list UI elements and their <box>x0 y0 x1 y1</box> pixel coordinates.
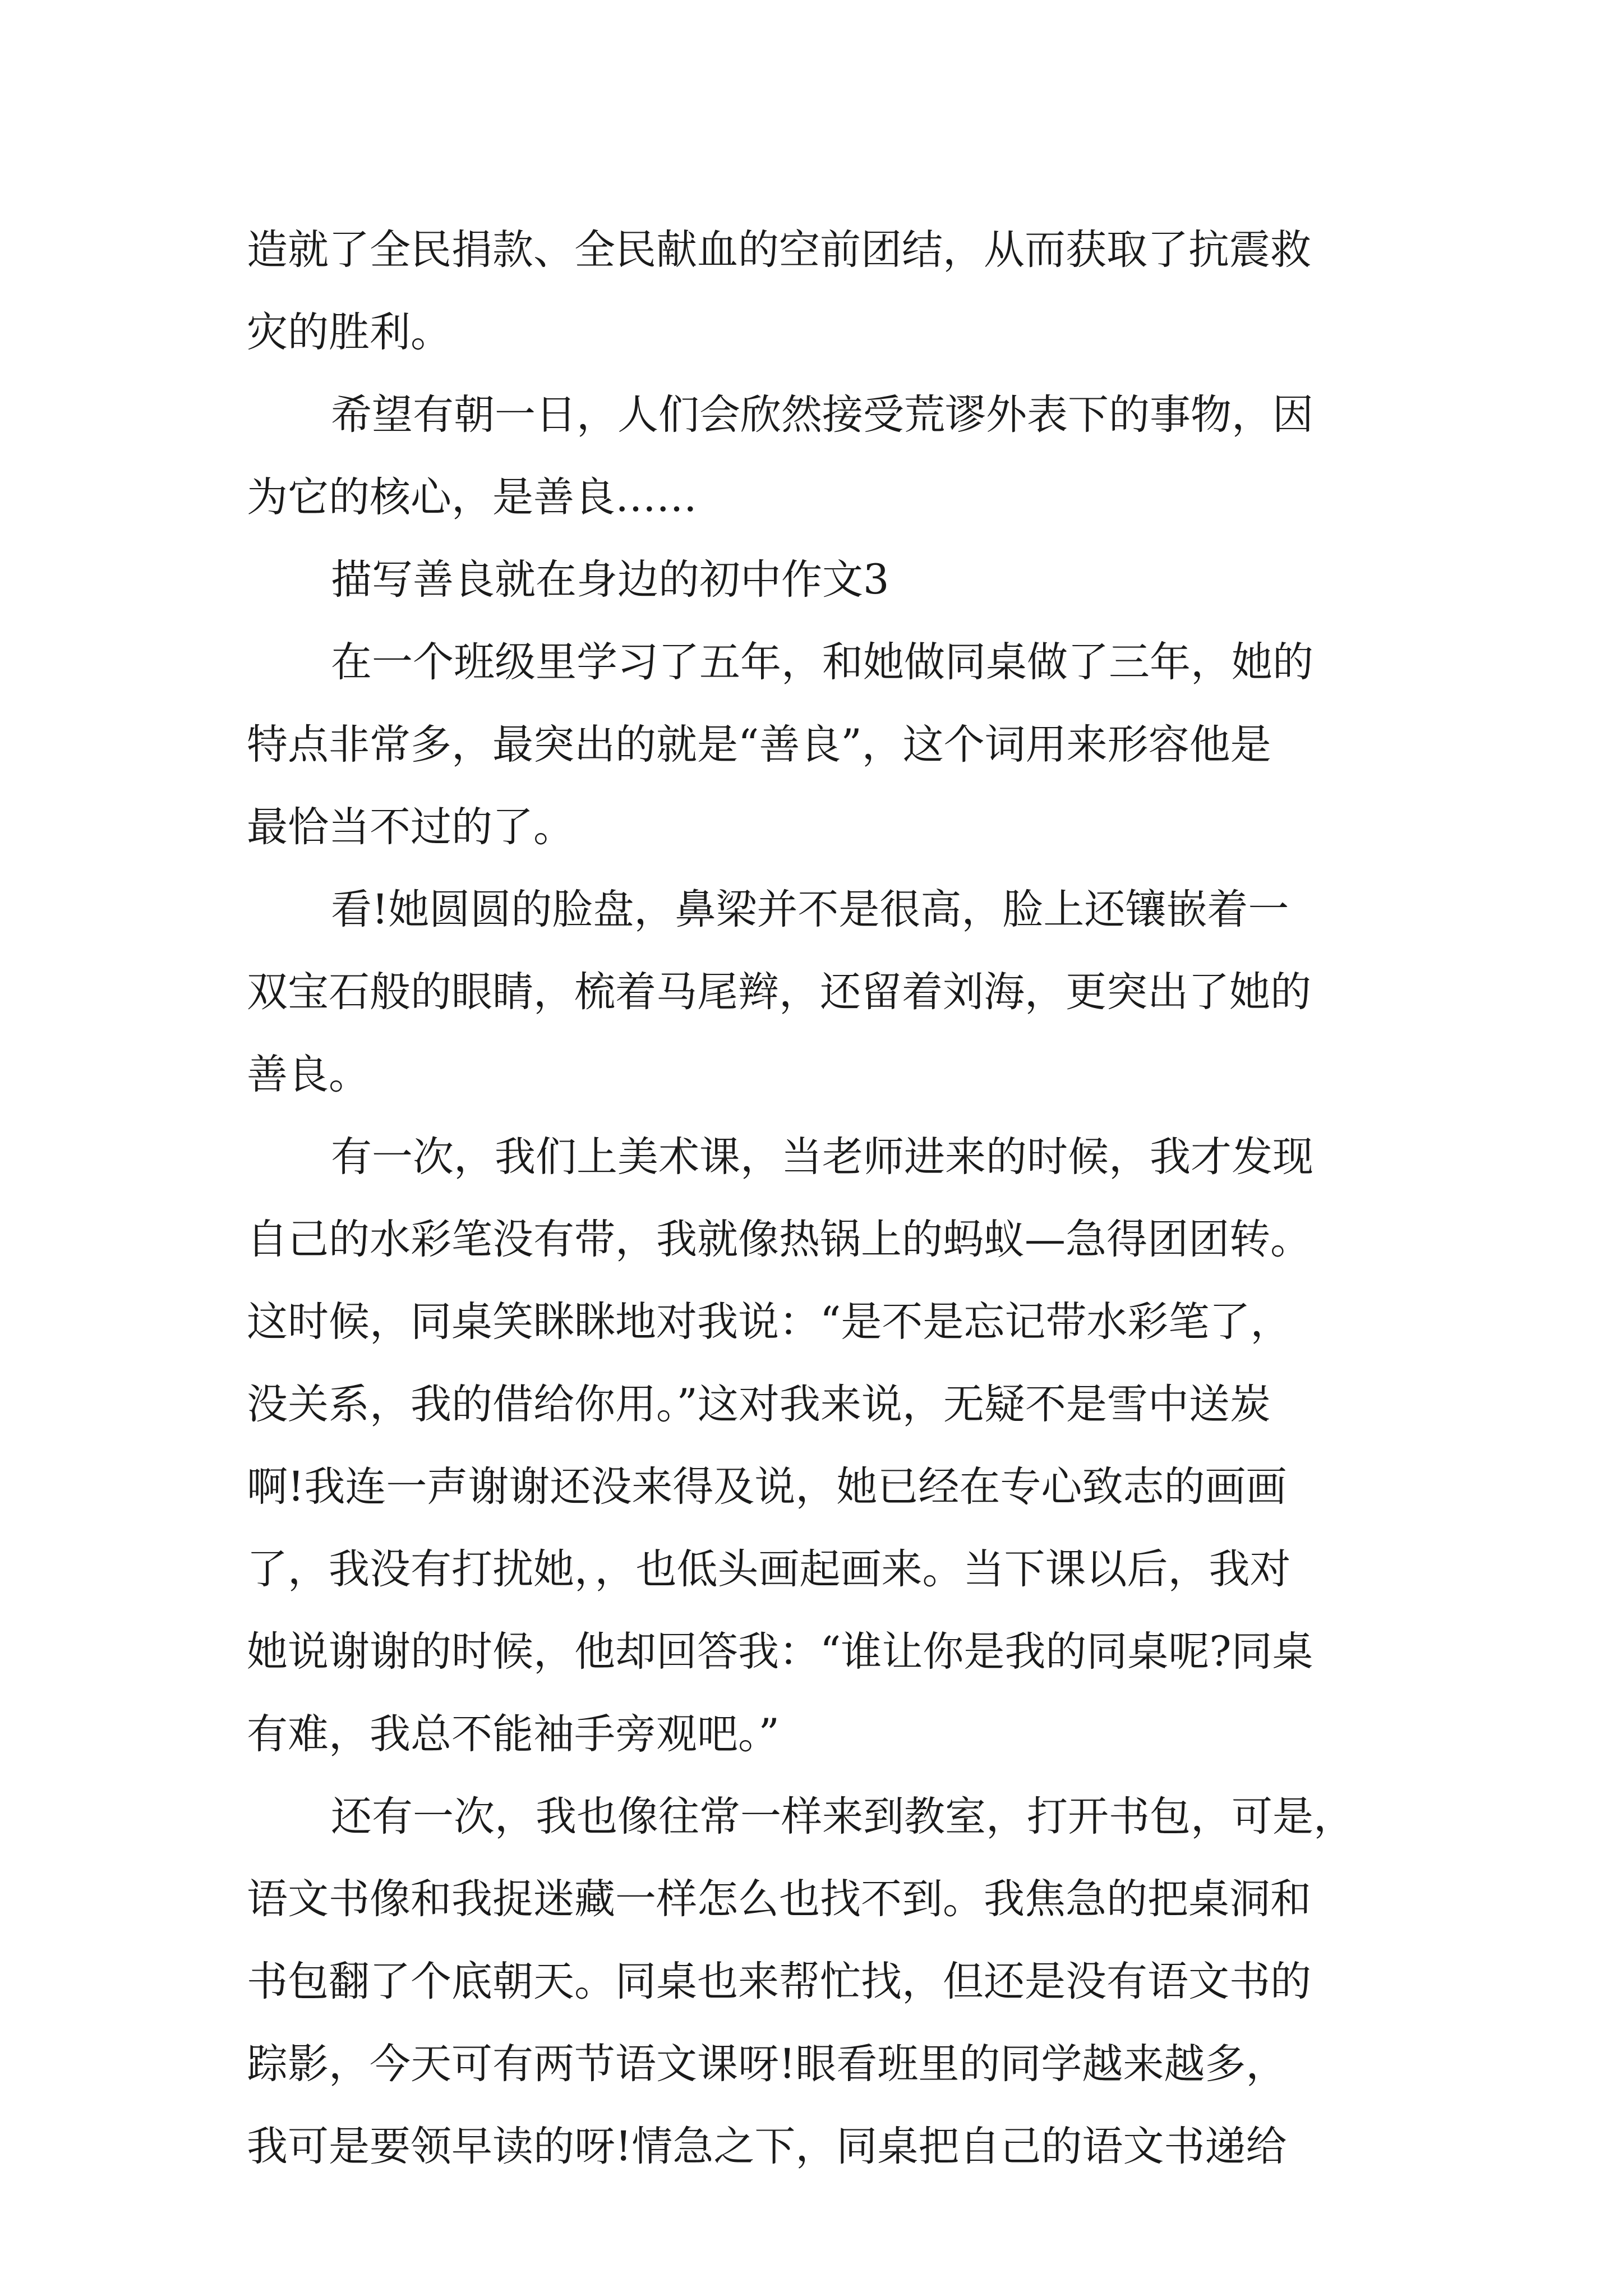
text-line: 书包翻了个底朝天。同桌也来帮忙找，但还是没有语文书的 <box>247 1958 1311 2005</box>
text-line: 在一个班级里学习了五年，和她做同桌做了三年，她的 <box>331 638 1313 686</box>
text-line: 双宝石般的眼睛，梳着马尾辫，还留着刘海，更突出了她的 <box>247 968 1311 1016</box>
text-line: 这时候，同桌笑眯眯地对我说：“是不是忘记带水彩笔了， <box>247 1298 1292 1346</box>
text-line: 有一次，我们上美术课，当老师进来的时候，我才发现 <box>331 1133 1313 1181</box>
text-line: 善良。 <box>247 1051 370 1098</box>
text-line: 她说谢谢的时候，他却回答我：“谁让你是我的同桌呢?同桌 <box>247 1628 1313 1676</box>
text-line: 语文书像和我捉迷藏一样怎么也找不到。我焦急的把桌洞和 <box>247 1875 1311 1923</box>
text-line: 造就了全民捐款、全民献血的空前团结，从而获取了抗震救 <box>247 226 1311 274</box>
text-line: 灾的胜利。 <box>247 309 451 356</box>
text-line: 啊!我连一声谢谢还没来得及说，她已经在专心致志的画画 <box>247 1463 1287 1511</box>
text-line: 没关系，我的借给你用。”这对我来说，无疑不是雪中送炭 <box>247 1381 1271 1428</box>
text-line: 特点非常多，最突出的就是“善良”，这个词用来形容他是 <box>247 721 1271 769</box>
text-line: 希望有朝一日，人们会欣然接受荒谬外表下的事物，因 <box>331 391 1313 439</box>
text-line: 描写善良就在身边的初中作文3 <box>331 556 889 604</box>
text-line: 最恰当不过的了。 <box>247 803 574 851</box>
body-text <box>247 209 1385 2188</box>
text-line: 了，我没有打扰她，，也低头画起画来。当下课以后，我对 <box>247 1545 1291 1593</box>
text-line: 我可是要领早读的呀!情急之下，同桌把自己的语文书递给 <box>247 2123 1287 2170</box>
text-line: 有难，我总不能袖手旁观吧。” <box>247 1710 780 1758</box>
text-line: 为它的核心，是善良…… <box>247 473 697 521</box>
text-line: 还有一次，我也像往常一样来到教室，打开书包，可是， <box>331 1793 1354 1841</box>
text-line: 看!她圆圆的脸盘，鼻梁并不是很高，脸上还镶嵌着一 <box>331 886 1289 933</box>
text-line: 踪影，今天可有两节语文课呀!眼看班里的同学越来越多， <box>247 2040 1287 2088</box>
text-line: 自己的水彩笔没有带，我就像热锅上的蚂蚁—急得团团转。 <box>247 1216 1311 1263</box>
